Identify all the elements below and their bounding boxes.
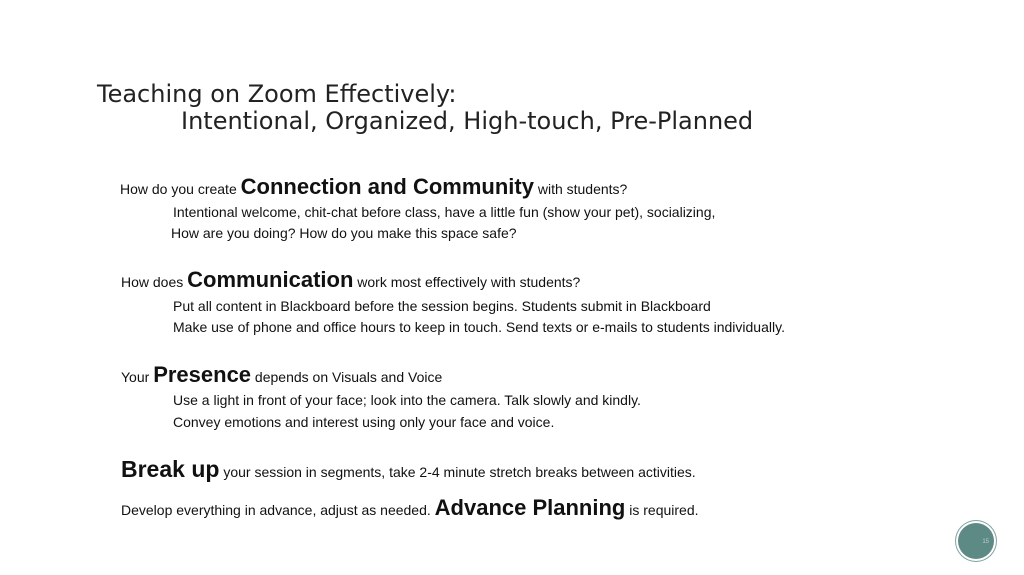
page-number-badge bbox=[958, 523, 994, 559]
connection-detail-2: How are you doing? How do you make this space safe? bbox=[171, 225, 517, 241]
planning-key: Advance Planning bbox=[434, 495, 626, 520]
presence-detail-1: Use a light in front of your face; look into the camera. Talk slowly and kindly. bbox=[173, 392, 641, 408]
presence-key: Presence bbox=[153, 362, 252, 387]
breakup-key: Break up bbox=[121, 456, 220, 482]
communication-detail-1: Put all content in Blackboard before the session begins. Students submit in Blackboard bbox=[173, 298, 711, 314]
communication-heading bbox=[121, 269, 580, 291]
presence-post: depends on Visuals and Voice bbox=[251, 369, 443, 385]
connection-heading bbox=[120, 176, 627, 198]
connection-key: Connection and Community bbox=[240, 174, 534, 199]
connection-detail-1: Intentional welcome, chit-chat before class, have a little fun (show your pet), socializing, bbox=[173, 204, 716, 220]
presence-pre: Your bbox=[121, 369, 154, 385]
presence-detail-2: Convey emotions and interest using only your face and voice. bbox=[173, 414, 555, 430]
page-number: 15 bbox=[982, 539, 989, 545]
slide-title-line-2: Intentional, Organized, High-touch, Pre-Planned bbox=[181, 107, 754, 135]
breakup-line bbox=[121, 458, 696, 481]
connection-pre: How do you create bbox=[120, 181, 241, 197]
planning-post: is required. bbox=[625, 502, 699, 518]
communication-pre: How does bbox=[121, 274, 188, 290]
communication-key: Communication bbox=[187, 267, 354, 292]
connection-post: with students? bbox=[533, 181, 628, 197]
planning-line bbox=[121, 497, 699, 519]
communication-post: work most effectively with students? bbox=[353, 274, 581, 290]
planning-pre: Develop everything in advance, adjust as needed. bbox=[121, 502, 435, 518]
communication-detail-2: Make use of phone and office hours to keep in touch. Send texts or e-mails to students individually. bbox=[173, 319, 785, 335]
breakup-post: your session in segments, take 2-4 minute stretch breaks between activities. bbox=[219, 464, 696, 480]
presence-heading bbox=[121, 364, 442, 386]
slide-title-line-1: Teaching on Zoom Effectively: bbox=[97, 80, 457, 108]
